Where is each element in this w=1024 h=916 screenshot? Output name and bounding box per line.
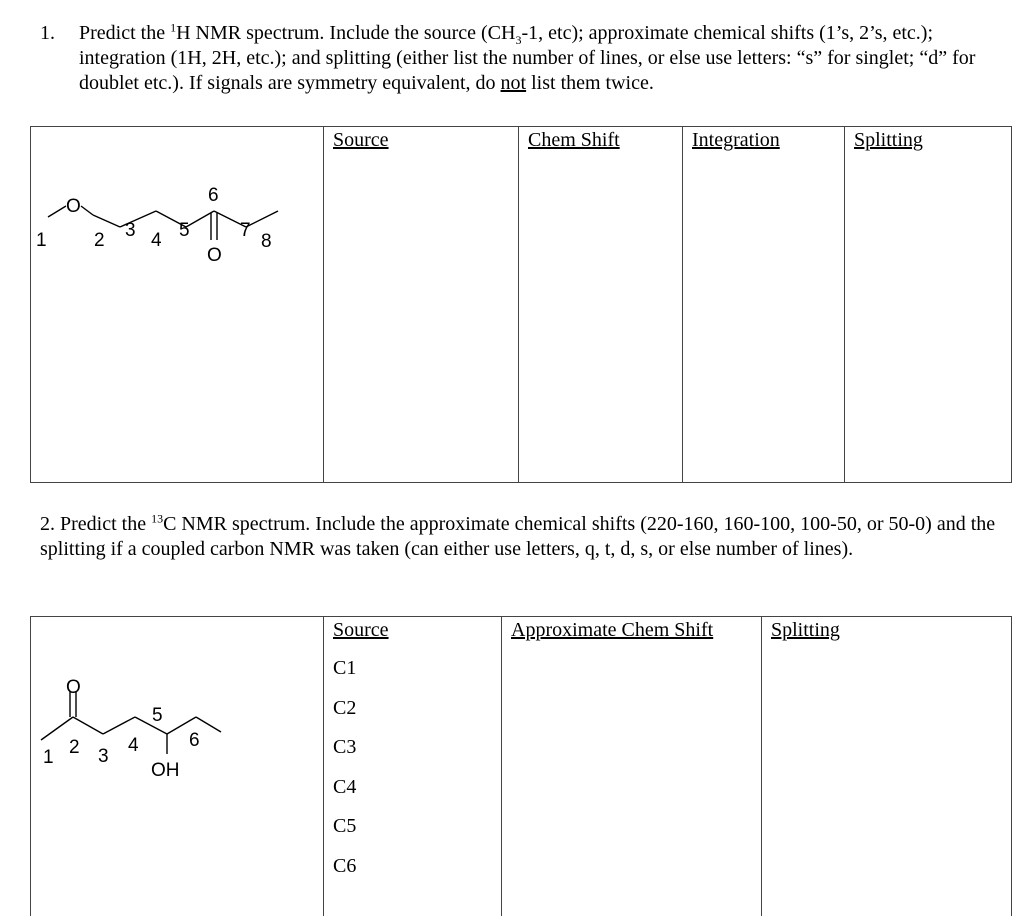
carbon-c2: C2 [333, 689, 501, 729]
source-column-1[interactable] [324, 127, 519, 483]
position-8: 8 [261, 231, 272, 252]
integration-column-1[interactable] [683, 127, 845, 483]
question-2: 2. Predict the $^{13}$C NMR spectrum. Include the approximate chemical shifts (220-160, 160-100, 100-50, or 50-0) and the splitting if a coupled carbon NMR was taken (can either use letters, q, t, d, s, or else number of lines). [40, 512, 1010, 562]
approx-chem-shift-column[interactable] [502, 617, 762, 916]
hydroxy-ketone-structure [31, 617, 323, 787]
splitting-header-2: Splitting [762, 619, 840, 642]
c-position-5: 5 [152, 705, 163, 726]
carbon-c6: C6 [333, 847, 501, 887]
question-1-number: 1. [40, 21, 55, 46]
position-1: 1 [36, 230, 47, 251]
approx-chem-shift-header: Approximate Chem Shift [502, 619, 713, 642]
carbon-c3: C3 [333, 728, 501, 768]
ether-oxygen-label: O [66, 196, 81, 217]
ketone-ether-structure [31, 127, 323, 287]
splitting-column-1[interactable] [845, 127, 1012, 483]
position-6: 6 [208, 185, 219, 206]
molecule-cell-2 [31, 617, 324, 916]
position-4: 4 [151, 230, 162, 251]
c-position-2: 2 [69, 737, 80, 758]
hydroxyl-label: OH [151, 760, 180, 781]
source-header-2: Source [324, 619, 389, 642]
emphasis-not: not [501, 72, 527, 94]
chem-shift-column-1[interactable] [519, 127, 683, 483]
c-position-3: 3 [98, 746, 109, 767]
splitting-column-2[interactable] [762, 617, 1012, 916]
carbon-c4: C4 [333, 768, 501, 808]
molecule-cell-1 [31, 127, 324, 483]
carbonyl-oxygen-label: O [207, 245, 222, 266]
position-2: 2 [94, 230, 105, 251]
h-nmr-table [30, 126, 1012, 483]
splitting-header-1: Splitting [845, 129, 923, 152]
c-position-1: 1 [43, 747, 54, 768]
c-position-4: 4 [128, 735, 139, 756]
carbon-list [324, 649, 501, 886]
carbon-c1: C1 [333, 649, 501, 689]
integration-header-1: Integration [683, 129, 780, 152]
position-3: 3 [125, 220, 136, 241]
carbon-c5: C5 [333, 807, 501, 847]
position-7: 7 [240, 220, 251, 241]
ketone-oxygen-label: O [66, 677, 81, 698]
position-5: 5 [179, 220, 190, 241]
question-1-text: Predict the $^1$H NMR spectrum. Include the source ($CH_3-1$, etc); approximate chemical shifts (1’s, 2’s, etc.); integration (1H, 2H, etc.); and splitting (either list the number of lines, or else use letters: “s” for singlet; “d” for doublet etc.). If signals are symmetry equivalent, do not list them twice. [79, 21, 1015, 96]
source-column-2[interactable] [324, 617, 502, 916]
c-position-6: 6 [189, 730, 200, 751]
c-nmr-table [30, 616, 1012, 916]
source-header-1: Source [324, 129, 389, 152]
chem-shift-header-1: Chem Shift [519, 129, 620, 152]
